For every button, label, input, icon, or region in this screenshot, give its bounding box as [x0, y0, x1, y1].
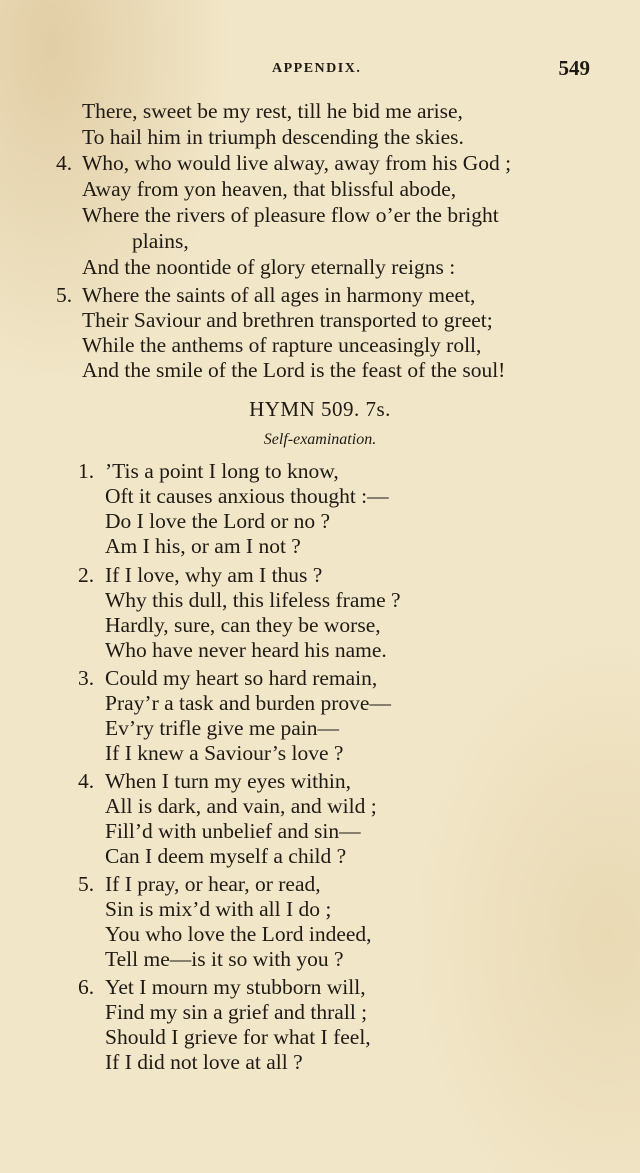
verse-line: Ev’ry trifle give me pain— — [105, 716, 340, 740]
hymn-title: HYMN 509. 7s. — [249, 397, 391, 421]
verse-line: plains, — [132, 229, 189, 253]
stanza-number: 4. — [78, 769, 95, 793]
stanza-number: 2. — [78, 563, 95, 587]
verse-line: If I pray, or hear, or read, — [105, 872, 321, 896]
verse-line: Find my sin a grief and thrall ; — [105, 1000, 368, 1024]
stanza-number: 6. — [78, 975, 95, 999]
stanza-number: 4. — [56, 151, 73, 175]
verse-line: Do I love the Lord or no ? — [105, 509, 331, 533]
verse-line: If I love, why am I thus ? — [105, 563, 323, 587]
verse-line: Sin is mix’d with all I do ; — [105, 897, 332, 921]
verse-line: To hail him in triumph descending the skies. — [82, 125, 464, 149]
verse-line: And the smile of the Lord is the feast of the soul! — [82, 358, 506, 382]
verse-line: Who have never heard his name. — [105, 638, 387, 662]
verse-line: Yet I mourn my stubborn will, — [105, 975, 366, 999]
stanza-number: 3. — [78, 666, 95, 690]
verse-line: You who love the Lord indeed, — [105, 922, 372, 946]
verse-line: Can I deem myself a child ? — [105, 844, 347, 868]
page-number: 549 — [558, 56, 590, 80]
verse-line: There, sweet be my rest, till he bid me arise, — [82, 99, 463, 123]
verse-line: While the anthems of rapture unceasingly roll, — [82, 333, 482, 357]
verse-line: Their Saviour and brethren transported to greet; — [82, 308, 493, 332]
verse-line: ’Tis a point I long to know, — [105, 459, 339, 483]
verse-line: Hardly, sure, can they be worse, — [105, 613, 381, 637]
verse-line: If I knew a Saviour’s love ? — [105, 741, 344, 765]
stanza-number: 1. — [78, 459, 95, 483]
page-header — [0, 56, 640, 82]
verse-line: Am I his, or am I not ? — [105, 534, 301, 558]
verse-line: Why this dull, this lifeless frame ? — [105, 588, 401, 612]
verse-line: Where the rivers of pleasure flow o’er the bright — [82, 203, 499, 227]
verse-line: Fill’d with unbelief and sin— — [105, 819, 361, 843]
verse-line: Who, who would live alway, away from his God ; — [82, 151, 512, 175]
stanza-number: 5. — [78, 872, 95, 896]
running-title: APPENDIX. — [272, 61, 362, 76]
verse-line: Oft it causes anxious thought :— — [105, 484, 389, 508]
stanza-number: 5. — [56, 283, 73, 307]
verse-line: All is dark, and vain, and wild ; — [105, 794, 377, 818]
verse-line: Pray’r a task and burden prove— — [105, 691, 391, 715]
verse-line: When I turn my eyes within, — [105, 769, 352, 793]
verse-line: Should I grieve for what I feel, — [105, 1025, 371, 1049]
hymn-subtitle: Self-examination. — [263, 431, 377, 448]
verse-line: And the noontide of glory eternally reigns : — [82, 255, 456, 279]
verse-line: Could my heart so hard remain, — [105, 666, 378, 690]
verse-line: Away from yon heaven, that blissful abode, — [82, 177, 457, 201]
verse-line: Tell me—is it so with you ? — [105, 947, 344, 971]
verse-line: Where the saints of all ages in harmony meet, — [82, 283, 476, 307]
verse-line: If I did not love at all ? — [105, 1050, 303, 1074]
